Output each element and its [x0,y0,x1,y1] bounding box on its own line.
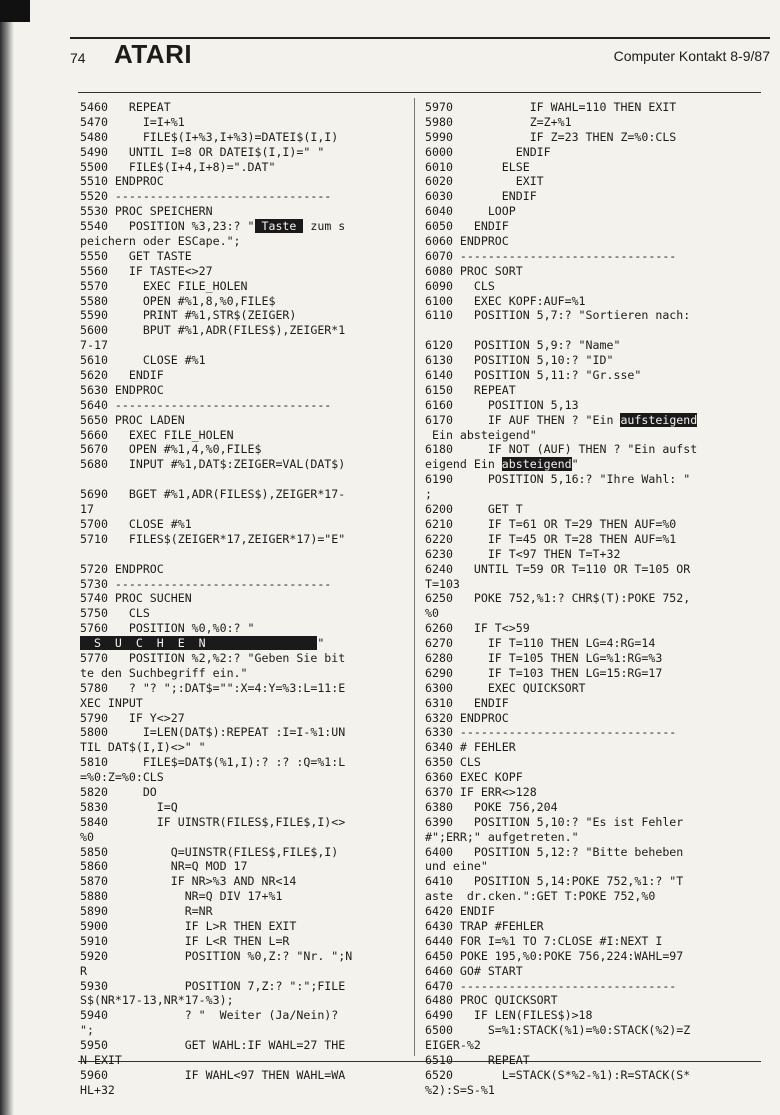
code-line: 5580 OPEN #%1,8,%0,FILE$ [80,293,276,308]
code-line: 6280 IF T=105 THEN LG=%1:RG=%3 [425,650,663,665]
code-line: 5850 Q=UINSTR(FILES$,FILE$,I) [80,844,339,859]
code-line: #";ERR;" aufgetreten." [425,829,579,844]
code-line: 6460 GO# START [425,963,523,978]
code-line: 5510 ENDPROC [80,174,164,189]
code-line: 6500 S=%1:STACK(%1)=%0:STACK(%2)=Z [425,1023,691,1038]
code-line: 6160 POSITION 5,13 [425,397,579,412]
code-line: EIGER-%2 [425,1038,481,1053]
code-line: 5520 ------------------------------- [80,189,332,204]
code-line: 6130 POSITION 5,10:? "ID" [425,353,614,368]
code-line: 6300 EXEC QUICKSORT [425,680,586,695]
code-line: 5890 R=NR [80,904,213,919]
code-line: 5900 IF L>R THEN EXIT [80,918,297,933]
code-line: 5730 ------------------------------- [80,576,332,591]
code-line: 5560 IF TASTE<>27 [80,263,213,278]
code-line: 6090 CLS [425,278,495,293]
code-line: 5800 I=LEN(DAT$):REPEAT :I=I-%1:UN [80,725,346,740]
code-line: 5720 ENDPROC [80,561,164,576]
code-line: 5810 FILE$=DAT$(%1,I):? :? :Q=%1:L [80,755,346,770]
code-line: 6230 IF T<97 THEN T=T+32 [425,546,621,561]
code-line: 5950 GET WAHL:IF WAHL=27 THE [80,1038,346,1053]
code-line: 6340 # FEHLER [425,740,516,755]
code-line: 6110 POSITION 5,7:? "Sortieren nach: [425,308,691,323]
code-line: 5880 NR=Q DIV 17+%1 [80,889,283,904]
code-line: 6470 ------------------------------- [425,978,677,993]
code-line: 6100 EXEC KOPF:AUF=%1 [425,293,586,308]
code-line [80,547,410,562]
code-line: 5470 I=I+%1 [80,114,185,129]
code-line: 6020 EXIT [425,174,544,189]
code-line: 5700 CLOSE #%1 [80,516,192,531]
code-line: 5710 FILES$(ZEIGER*17,ZEIGER*17)="E" [80,531,346,546]
code-line: 5860 NR=Q MOD 17 [80,859,248,874]
code-line [425,323,760,338]
code-line: 6490 IF LEN(FILES$)>18 [425,1008,593,1023]
code-line: 7-17 [80,338,108,353]
code-line: 17 [80,502,94,517]
code-line: 6060 ENDPROC [425,234,509,249]
code-line: Ein absteigend" [425,427,537,442]
code-line: 5600 BPUT #%1,ADR(FILES$),ZEIGER*1 [80,323,346,338]
code-line: N EXIT [80,1053,122,1067]
code-line: 5670 OPEN #%1,4,%0,FILE$ [80,442,262,457]
code-line: 5820 DO [80,784,157,799]
code-line: 6260 IF T<>59 [425,621,530,636]
code-line: 6040 LOOP [425,204,516,219]
code-line: 6360 EXEC KOPF [425,770,523,785]
code-line: 6220 IF T=45 OR T=28 THEN AUF=%1 [425,531,677,546]
code-line: 6030 ENDIF [425,189,537,204]
code-line: 5870 IF NR>%3 AND NR<14 [80,874,297,889]
code-line: 6180 IF NOT (AUF) THEN ? "Ein aufst [425,442,698,457]
code-line: 5920 POSITION %0,Z:? "Nr. ";N [80,948,353,963]
code-line: 5660 EXEC FILE_HOLEN [80,427,234,442]
corner-mark [0,0,30,22]
code-line: 6290 IF T=103 THEN LG=15:RG=17 [425,665,663,680]
code-line: 5930 POSITION 7,Z:? ":";FILE [80,978,346,993]
column-divider [414,98,415,1056]
code-line: 6170 IF AUF THEN ? "Ein aufsteigend [425,412,698,427]
code-line: 5490 UNTIL I=8 OR DATEI$(I,I)=" " [80,144,325,159]
code-line: 6200 GET T [425,502,523,517]
code-line: 6250 POKE 752,%1:? CHR$(T):POKE 752, [425,591,691,606]
listing-left-column [80,100,410,1098]
code-line: 5460 REPEAT [80,100,171,114]
code-line: 6440 FOR I=%1 TO 7:CLOSE #I:NEXT I [425,933,663,948]
code-line: 6080 PROC SORT [425,263,523,278]
code-line: 5500 FILE$(I+4,I+8)=".DAT" [80,159,276,174]
code-line: 6140 POSITION 5,11:? "Gr.sse" [425,368,642,383]
code-line: 6050 ENDIF [425,219,509,234]
code-line: TIL DAT$(I,I)<>" " [80,740,206,755]
code-line: S$(NR*17-13,NR*17-%3); [80,993,234,1008]
page-number: 74 [70,50,86,66]
code-line: 5680 INPUT #%1,DAT$:ZEIGER=VAL(DAT$) [80,457,346,472]
code-line: %2):S=S-%1 [425,1082,495,1097]
code-line: 6450 POKE 195,%0:POKE 756,224:WAHL=97 [425,948,684,963]
code-line: 5650 PROC LADEN [80,412,185,427]
code-line: 6310 ENDIF [425,695,509,710]
code-line: "; [80,1023,94,1038]
code-line: 5740 PROC SUCHEN [80,591,192,606]
code-line: 6240 UNTIL T=59 OR T=110 OR T=105 OR [425,561,691,576]
code-line: 6320 ENDPROC [425,710,509,725]
code-line: peichern oder ESCape."; [80,234,241,249]
code-line: 6380 POKE 756,204 [425,799,558,814]
page-edge-shadow [0,0,14,1115]
code-line: aste dr.cken.":GET T:POKE 752,%0 [425,889,656,904]
code-line: T=103 [425,576,460,591]
code-line: 5480 FILE$(I+%3,I+%3)=DATEI$(I,I) [80,129,339,144]
code-line: 6430 TRAP #FEHLER [425,918,544,933]
code-line: S U C H E N " [80,636,325,651]
atari-logo: ATARI [114,39,193,69]
code-line: 5910 IF L<R THEN L=R [80,933,290,948]
code-line: 5620 ENDIF [80,368,164,383]
code-line: 5630 ENDPROC [80,382,164,397]
code-line: 5790 IF Y<>27 [80,710,185,725]
code-line: 5590 PRINT #%1,STR$(ZEIGER) [80,308,297,323]
code-line: 5690 BGET #%1,ADR(FILES$),ZEIGER*17- [80,487,346,502]
code-line: 5750 CLS [80,606,150,621]
code-line: 6210 IF T=61 OR T=29 THEN AUF=%0 [425,516,677,531]
code-line: ; [425,487,432,502]
code-line: 5770 POSITION %2,%2:? "Geben Sie bit [80,650,346,665]
code-line: 6420 ENDIF [425,904,495,919]
code-line: 6510 REPEAT [425,1053,530,1067]
code-line: %0 [425,606,439,621]
code-line: eigend Ein absteigend" [425,457,579,472]
code-line: R [80,963,87,978]
code-line: 5540 POSITION %3,23:? " Taste zum s [80,219,346,234]
code-line: %0 [80,829,94,844]
code-line: 6390 POSITION 5,10:? "Es ist Fehler [425,814,684,829]
code-line: 5610 CLOSE #%1 [80,353,206,368]
code-line: 5640 ------------------------------- [80,397,332,412]
code-line: 6520 L=STACK(S*%2-%1):R=STACK(S* [425,1067,691,1082]
code-line: =%0:Z=%0:CLS [80,770,164,785]
code-line: 5530 PROC SPEICHERN [80,204,213,219]
code-line: 5990 IF Z=23 THEN Z=%0:CLS [425,129,677,144]
code-line: 6120 POSITION 5,9:? "Name" [425,338,621,353]
code-line: 6370 IF ERR<>128 [425,784,537,799]
code-line: 5570 EXEC FILE_HOLEN [80,278,248,293]
code-line: 6070 ------------------------------- [425,248,677,263]
page-header [70,40,770,68]
code-line: 5980 Z=Z+%1 [425,114,572,129]
code-line: 6270 IF T=110 THEN LG=4:RG=14 [425,636,656,651]
code-line: 5940 ? " Weiter (Ja/Nein)? [80,1008,339,1023]
code-line: 5960 IF WAHL<97 THEN WAHL=WA [80,1067,346,1082]
code-line: 6190 POSITION 5,16:? "Ihre Wahl: " [425,472,691,487]
code-line: 5550 GET TASTE [80,248,192,263]
code-line: 6480 PROC QUICKSORT [425,993,558,1008]
code-line: 5830 I=Q [80,799,178,814]
code-line: 6350 CLS [425,755,481,770]
code-line: 5840 IF UINSTR(FILES$,FILE$,I)<> [80,814,346,829]
code-line: 5760 POSITION %0,%0:? " [80,621,255,636]
code-line: 6000 ENDIF [425,144,551,159]
code-line: te den Suchbegriff ein." [80,665,248,680]
code-line: und eine" [425,859,488,874]
code-line: 6330 ------------------------------- [425,725,677,740]
code-line: 5970 IF WAHL=110 THEN EXIT [425,100,677,114]
code-line: 6010 ELSE [425,159,530,174]
code-line: 6410 POSITION 5,14:POKE 752,%1:? "T [425,874,684,889]
listing-right-column [425,100,760,1098]
code-line [80,472,410,487]
code-line: 5780 ? "? ";:DAT$="":X=4:Y=%3:L=11:E [80,680,346,695]
code-line: 6150 REPEAT [425,382,516,397]
code-line: XEC INPUT [80,695,143,710]
code-line: HL+32 [80,1082,115,1097]
magazine-title: Computer Kontakt 8-9/87 [613,48,770,64]
code-line: 6400 POSITION 5,12:? "Bitte beheben [425,844,684,859]
